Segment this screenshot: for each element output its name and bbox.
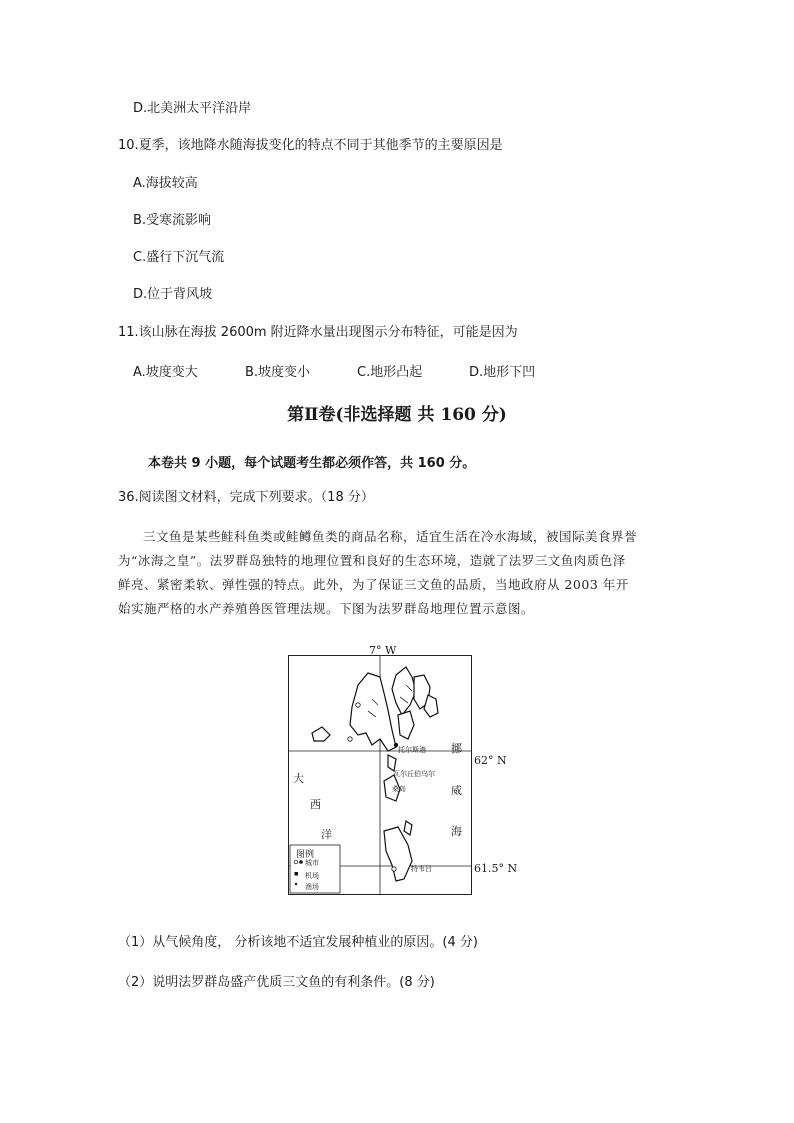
- place-torshavn: 托尔斯港: [398, 746, 426, 754]
- lon-label: 7° W: [369, 644, 397, 657]
- q10-option-a: A.海拔较高: [133, 176, 198, 191]
- legend-fishery: 渔场: [305, 883, 319, 891]
- norwegian-char-3: 海: [451, 825, 462, 838]
- q36-sub2: （2）说明法罗群岛盛产优质三文鱼的有利条件。(8 分): [118, 975, 435, 990]
- q36-sub1: （1）从气候角度， 分析该地不适宜发展种植业的原因。(4 分): [118, 935, 478, 950]
- lat-62-label: 62° N: [474, 754, 507, 767]
- place-sandoy: 桑岛: [392, 785, 406, 793]
- atlantic-char-3: 洋: [321, 828, 332, 841]
- legend-title: 图例: [296, 850, 315, 860]
- passage-line: 鲜亮、紧密柔软、弹性强的特点。此外，为了保证三文鱼的品质，当地政府从 2003 年开: [118, 577, 629, 592]
- legend-city: 城市: [305, 859, 319, 867]
- place-vagar: 瓦尔丘伯乌尔: [393, 770, 435, 778]
- norwegian-char-1: 挪: [451, 742, 462, 755]
- atlantic-char-2: 西: [310, 798, 321, 811]
- section-note: 本卷共 9 小题，每个试题考生都必须作答，共 160 分。: [148, 456, 476, 471]
- section-title: 第Ⅱ卷(非选择题 共 160 分): [287, 405, 507, 425]
- passage-line: 三文鱼是某些鲑科鱼类或鲑鳟鱼类的商品名称，适宜生活在冷水海域，被国际美食界誉: [143, 529, 638, 544]
- norwegian-char-2: 威: [451, 784, 462, 797]
- q36-passage: [118, 525, 678, 621]
- q36-stem: 36.阅读图文材料，完成下列要求。（18 分）: [118, 490, 374, 505]
- atlantic-char-1: 大: [293, 772, 304, 785]
- q11-option-c: C.地形凸起: [357, 365, 423, 380]
- q10-option-d: D.位于背风坡: [133, 287, 213, 302]
- q9-option-d: D.北美洲太平洋沿岸: [133, 101, 252, 116]
- q10-option-c: C.盛行下沉气流: [133, 250, 225, 265]
- q11-option-b: B.坡度变小: [245, 365, 311, 380]
- passage-line: 为“冰海之皇”。法罗群岛独特的地理位置和良好的生态环境，造就了法罗三文鱼肉质色泽: [118, 553, 626, 568]
- lat-615-label: 61.5° N: [474, 862, 518, 875]
- q10-option-b: B.受寒流影响: [133, 213, 212, 228]
- q10-stem: 10.夏季，该地降水随海拔变化的特点不同于其他季节的主要原因是: [118, 138, 503, 153]
- passage-line: 始实施严格的水产养殖兽医管理法规。下图为法罗群岛地理位置示意图。: [118, 601, 535, 616]
- legend-airport: 机场: [305, 872, 319, 880]
- q11-option-a: A.坡度变大: [133, 365, 198, 380]
- q11-stem: 11.该山脉在海拔 2600m 附近降水量出现图示分布特征，可能是因为: [118, 325, 518, 340]
- place-suduroy: 特韦吕: [411, 865, 432, 873]
- q11-option-d: D.地形下凹: [469, 365, 536, 380]
